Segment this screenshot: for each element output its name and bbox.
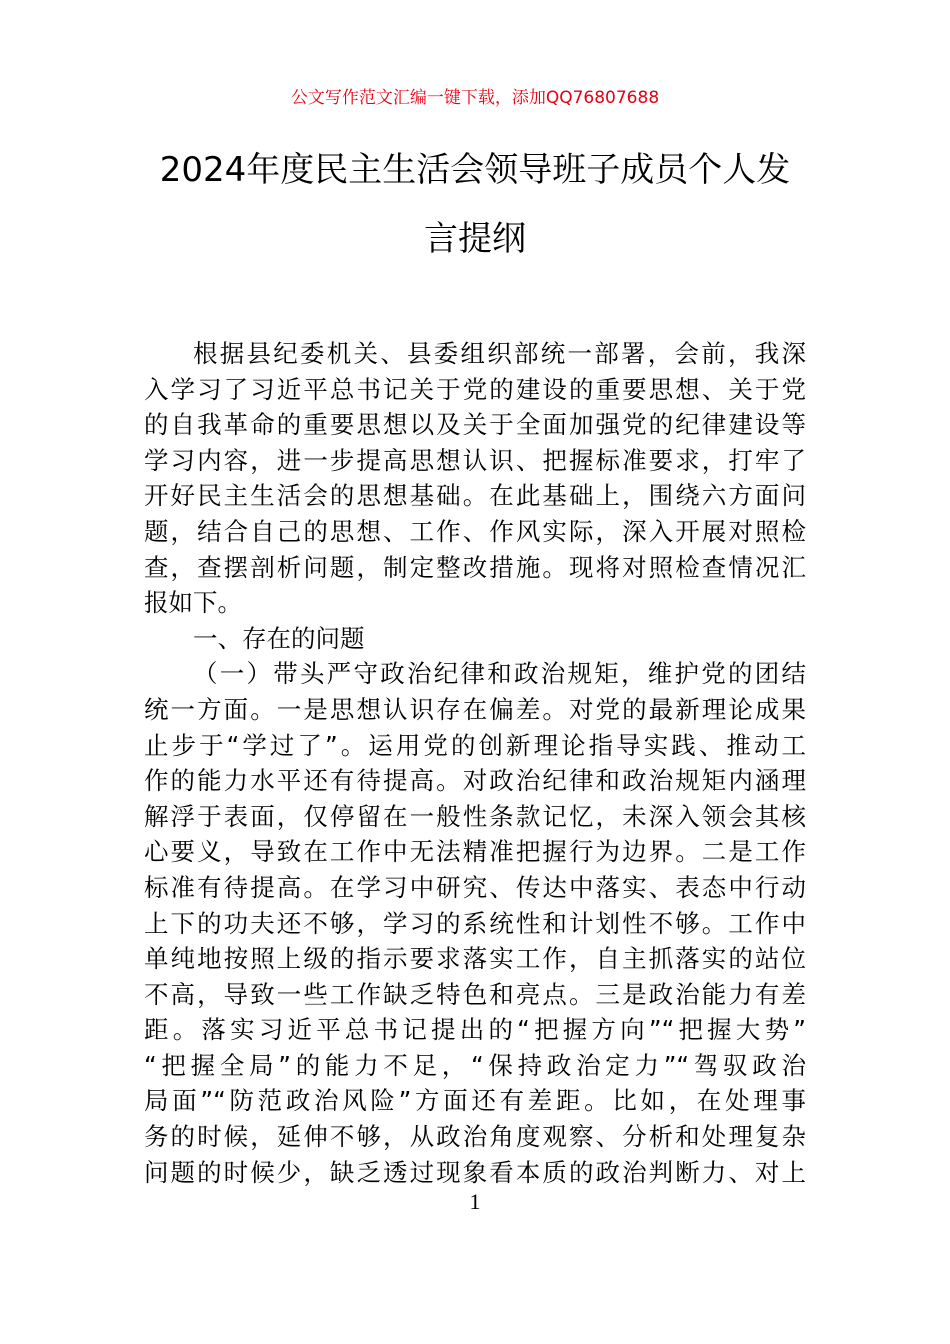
- document-title-line-1: 2024年度民主生活会领导班子成员个人发: [159, 150, 791, 190]
- download-banner: 公文写作范文汇编一键下载，添加QQ76807688: [290, 88, 660, 108]
- body-line: 统一方面。一是思想认识存在偏差。对党的最新理论成果: [144, 694, 806, 724]
- body-line: 问题的时候少，缺乏透过现象看本质的政治判断力、对上: [144, 1157, 806, 1187]
- body-line: 距。落实习近平总书记提出的“把握方向”“把握大势”: [144, 1015, 806, 1045]
- body-line: 务的时候，延伸不够，从政治角度观察、分析和处理复杂: [144, 1122, 806, 1152]
- body-line: 入学习了习近平总书记关于党的建设的重要思想、关于党: [144, 374, 806, 404]
- body-line: 上下的功夫还不够，学习的系统性和计划性不够。工作中: [144, 908, 806, 938]
- body-line: 标准有待提高。在学习中研究、传达中落实、表态中行动: [144, 872, 806, 902]
- body-line: 局面”“防范政治风险”方面还有差距。比如，在处理事: [144, 1086, 806, 1116]
- body-line: 的自我革命的重要思想以及关于全面加强党的纪律建设等: [144, 410, 806, 440]
- body-line: 学习内容，进一步提高思想认识、把握标准要求，打牢了: [144, 445, 806, 475]
- body-line: 心要义，导致在工作中无法精准把握行为边界。二是工作: [144, 837, 806, 867]
- body-line: （一）带头严守政治纪律和政治规矩，维护党的团结: [193, 659, 806, 689]
- page-number: 1: [469, 1189, 481, 1214]
- document-body: [144, 336, 806, 1190]
- body-line: 题，结合自己的思想、工作、作风实际，深入开展对照检: [144, 516, 806, 546]
- body-line: 单纯地按照上级的指示要求落实工作，自主抓落实的站位: [144, 944, 806, 974]
- body-line: “把握全局”的能力不足，“保持政治定力”“驾驭政治: [144, 1050, 806, 1080]
- body-line: 查，查摆剖析问题，制定整改措施。现将对照检查情况汇: [144, 552, 806, 582]
- body-line: 不高，导致一些工作缺乏特色和亮点。三是政治能力有差: [144, 979, 806, 1009]
- body-line: 止步于“学过了”。运用党的创新理论指导实践、推动工: [144, 730, 806, 760]
- section-heading: 一、存在的问题: [193, 623, 365, 653]
- body-line: 开好民主生活会的思想基础。在此基础上，围绕六方面问: [144, 481, 806, 511]
- body-line: 报如下。: [144, 588, 242, 618]
- body-line: 根据县纪委机关、县委组织部统一部署，会前，我深: [193, 339, 806, 368]
- body-line: 作的能力水平还有待提高。对政治纪律和政治规矩内涵理: [144, 766, 806, 796]
- document-title-line-2: 言提纲: [424, 219, 526, 259]
- body-line: 解浮于表面，仅停留在一般性条款记忆，未深入领会其核: [144, 801, 806, 831]
